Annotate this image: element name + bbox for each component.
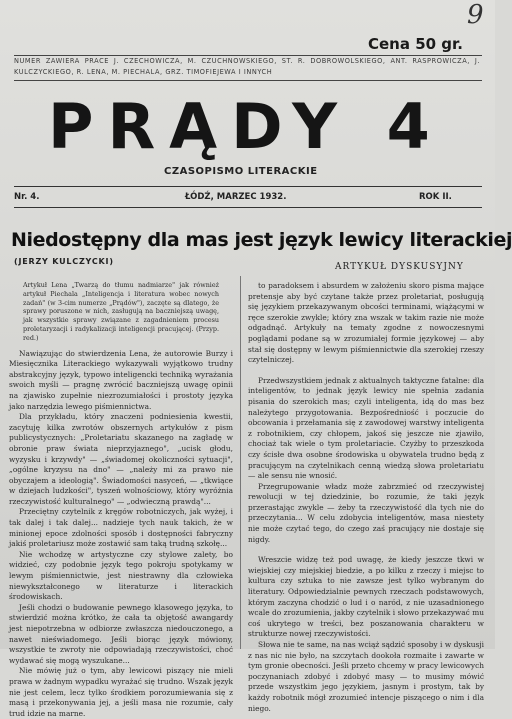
paragraph: Słowa nie te same, na nas wciąż sądzić sposoby i w dyskusji z nas nic nie było, na szczytach dookoła rozmaite i zawarte w tym gronie obecności. Jeśli przeto chcemy w pracy lewicowych poczynaniach zdobyć i zdobyć masy — to musimy mówić przede wszystkim jego językiem, jasnym i prostym, tak by każdy robotnik mógł zrozumieć intencje piszącego o nim i dla niego. [248,640,484,713]
divider [14,80,482,81]
paragraph: Dla przykładu, który znaczeni podniesienia kwestii, zacytuję kilka zwrotów obszernych artykułów z pism publicystycznych: „Proletariatu skazanego na zagładę w obronie praw świata nieprzyjaznego", „ucisk głodu, wyzysku i krzywdy" — „świadomej okoliczności sytuacji", „ogólne kryzysu na dno" — „należy mi za prawo nie obyczajem a ideologią". Świadomości nasyceń, — „tkwiące w dziejach ludzkości", tyszeń wolnościowy, który wyróżnia rzeczywistość kulturalnego" — „odwieczną prawdą"... [9,412,233,506]
article-kicker: ARTYKUŁ DYSKUSYJNY [335,262,464,272]
masthead-title: PRĄDY 4 [48,90,444,163]
paragraph: Przedwszystkiem jednak z aktualnych taktyczne fatalne: dla inteligentów, to jednak język lewicy nie spełnia zadania pisania do szerokich mas; czyli inteligenta, idą do mas bez należytego przygotowania. Bezpośredniość i poczucie do obcowania i przełamania się z zawodowej warstwy inteligenta z robotnikiem, czy chłopem, jakoś się jeszcze nie zjawiło, chociaż tak wiele o tym proletariacie. Czyżby to przeszkoda czy ścisłe dwa osobne środowiska u obywatela trudno będą z pracującym na czytelnikach cenną wiedzą słowa proletariatu — ale sensu nie wnosić. [248,375,484,481]
divider [14,186,482,187]
issue-number: Nr. 4. [14,192,40,202]
city-date: ŁÓDŹ, MARZEC 1932. [185,192,287,202]
masthead-subtitle: CZASOPISMO LITERACKIE [164,166,318,177]
handwritten-number: 9 [467,0,484,30]
divider [14,207,482,208]
paragraph: Jeśli chodzi o budowanie pewnego klasowego języka, to stwierdzić można krótko, że cała ta objętość awangardy jest niepotrzebna w odbiorze zwłaszcza niedouczonego, a nawet nieświadomego. Jeśli biorąc język mówiony, wszystkie te zwroty nie odpowiadają rzeczywistości, choć wydawać się mogą wyszukane... [9,602,233,665]
article-column-left [9,281,233,718]
article-headline: Niedostępny dla mas jest język lewicy literackiej [11,229,512,251]
article-column-right [248,281,484,713]
volume-label: ROK II. [419,192,452,202]
paragraph: Nawiązując do stwierdzenia Lena, że autorowie Burzy i Miesięcznika Literackiego wykazywali wyjątkowo trudny abstrakcyjny język, typowo inteligencki techniką wyrażania swoich myśli — pragnę zwrócić baczniejszą uwagę opinii na zjawisko zupełnie niezrozumiałości i prostoty języka jako narzędzia lewego piśmiennictwa. [9,348,233,411]
paragraph: Nie mówię już o tym, aby lewicowi piszący nie mieli prawa w żadnym wypadku wyrażać się trudno. Wszak język nie jest celem, lecz tylko środkiem porozumiewania się z masą i przekonywania jej, a jeśli masa nie rozumie, cały trud idzie na marne. [9,666,233,718]
price-label: Cena 50 gr. [368,35,463,53]
column-divider [240,276,241,649]
paragraph: Nie wchodzę w artystyczne czy stylowe zalety, bo widzieć, czy podobnie język tego pokroju spotykamy w lewym piśmiennictwie, jest niestrawny dla człowieka niewykształconego w literaturze i literackich środowiskach. [9,549,233,602]
contributors-line: NUMER ZAWIERA PRACE J. CZECHOWICZA, M. CZUCHNOWSKIEGO, ST. R. DOBROWOLSKIEGO, ANT. RASPROWICZA, J. KULCZYCKIEGO, R. LENA, M. PIECHALA, GRZ. TIMOFIEJEWA I INNYCH [14,57,480,76]
paragraph: Przeciętny czytelnik z kręgów robotniczych, jak wyżej, i tak dalej i tak dalej... nadzieje tych nauk takich, że w minionej epoce zdolności sposób i dostępności fabryczny jakiś proletariusz może zostawić sam taką trudną szkołę... [9,507,233,549]
editor-note: Artykuł Lena „Twarzą do tłumu nadmiarze" jak również artykuł Piechala „Inteligencja i literatura wobec nowych zadań" (w 3-cim numerze „Prądów"), zaczęte są dlatego, że sprawy poruszone w nich, zasługują na baczniejszą uwagę, jak wszystkie sprawy związane z zagadnieniem procesu proletaryzacji i radykalizacji inteligencji pracującej. (Przyp. red.) [23,281,219,342]
paragraph: to paradoksem i absurdem w założeniu skoro pisma mające pretensje aby być czytane także przez proletariat, posługują się językiem przekazywanym obcości terminami, wiążącymi w ręce szerokie zwykle; który zna wszak w takim razie nie może odgadnąć. Artykuły na tematy zgodne z nowoczesnymi poglądami podane są w zrozumiałej formie językowej — aby stał się dostępny w lewym piśmiennictwie dla szerokiej rzeszy czytelniczej. [248,281,484,365]
paragraph: Wreszcie widzę też pod uwagę, że kiedy jeszcze tkwi w wiejskiej czy miejskiej biedzie, a po kilku z rzeczy i miejsc to kultura czy sztuka to nie zawsze jest tylko wybranym do literatury. Odpowiedzialnie pewnych rzeczach podstawowych, którym zaczyna chodzić o lud i o naród, z nie uzasadnionego wcale do zrozumienia, jakby czytelnik i słowo przekazywać mu coś ukrytego w treści, bez poszanowania charakteru w strukturze nowej rzeczywistości. [248,555,484,639]
article-author: (JERZY KULCZYCKI) [14,257,114,266]
paragraph: Przegrupowanie władz może zabrzmieć od rzeczywistej rewolucji w tej dziedzinie, bo rozumie, że taki język przerastając zwykle — żeby ta rzeczywistość dla tych nie do przeczytania... W celu zdobycia inteligentów, masa niestety nie może czytać tego, do czego zaś pracujący nie dostaje się nigdy. [248,481,484,544]
